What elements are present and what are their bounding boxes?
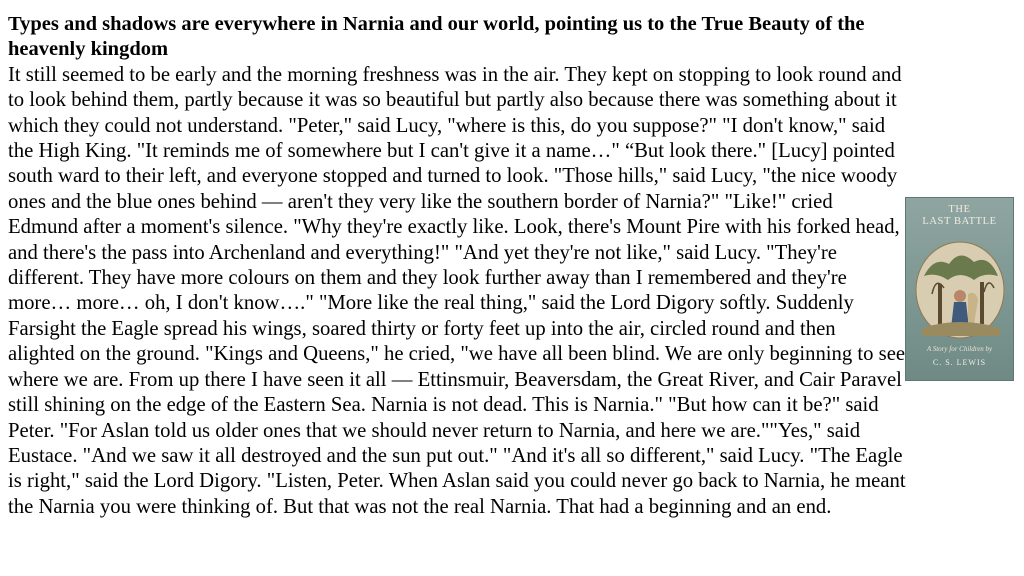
cover-title-line-2: LAST BATTLE xyxy=(922,216,997,227)
cover-title xyxy=(906,204,1013,228)
book-cover-image xyxy=(905,197,1014,381)
cover-author: C. S. LEWIS xyxy=(932,358,987,367)
cover-subtitle: A Story for Children by xyxy=(926,345,993,353)
cover-illustration xyxy=(914,236,1007,340)
passage-body: It still seemed to be early and the morning freshness was in the air. They kept on stopping to look round and to look behind them, partly because it was so beautiful but partly also because there was something about it which they could not understand. "Peter," said Lucy, "where is this, do you suppose?" "I don't know," said the High King. "It reminds me of somewhere but I can't give it a name…" “But look there." [Lucy] pointed south ward to their left, and everyone stopped and turned to look. "Those hills," said Lucy, "the nice woody ones and the blue ones behind — aren't they very like the southern border of Narnia?" "Like!" cried Edmund after a moment's silence. "Why they're exactly like. Look, there's Mount Pire with his forked head, and there's the pass into Archenland and everything!" "And yet they're not like," said Lucy. "They're different. They have more colours on them and they look further away than I remembered and they're more… more… oh, I don't know…." "More like the real thing," said the Lord Digory softly. Suddenly Farsight the Eagle spread his wings, soared thirty or forty feet up into the air, circled round and then alighted on the ground. "Kings and Queens," he cried, "we have all been blind. We are only beginning to see where we are. From up there I have seen it all — Ettinsmuir, Beaversdam, the Great River, and Cair Paravel still shining on the edge of the Eastern Sea. Narnia is not dead. This is Narnia." "But how can it be?" said Peter. "For Aslan told us older ones that we should never return to Narnia, and here we are.""Yes," said Eustace. "And we saw it all destroyed and the sun put out." "And it's all so different," said Lucy. "The Eagle is right," said the Lord Digory. "Listen, Peter. When Aslan said you could never go back to Narnia, he meant the Narnia you were thinking of. But that was not the real Narnia. That had a beginning and an end. xyxy=(8,63,906,518)
passage-heading: Types and shadows are everywhere in Narnia and our world, pointing us to the True Beauty of the heavenly kingdom xyxy=(8,13,865,61)
cover-title-line-1: THE xyxy=(948,204,971,215)
passage xyxy=(8,12,906,520)
